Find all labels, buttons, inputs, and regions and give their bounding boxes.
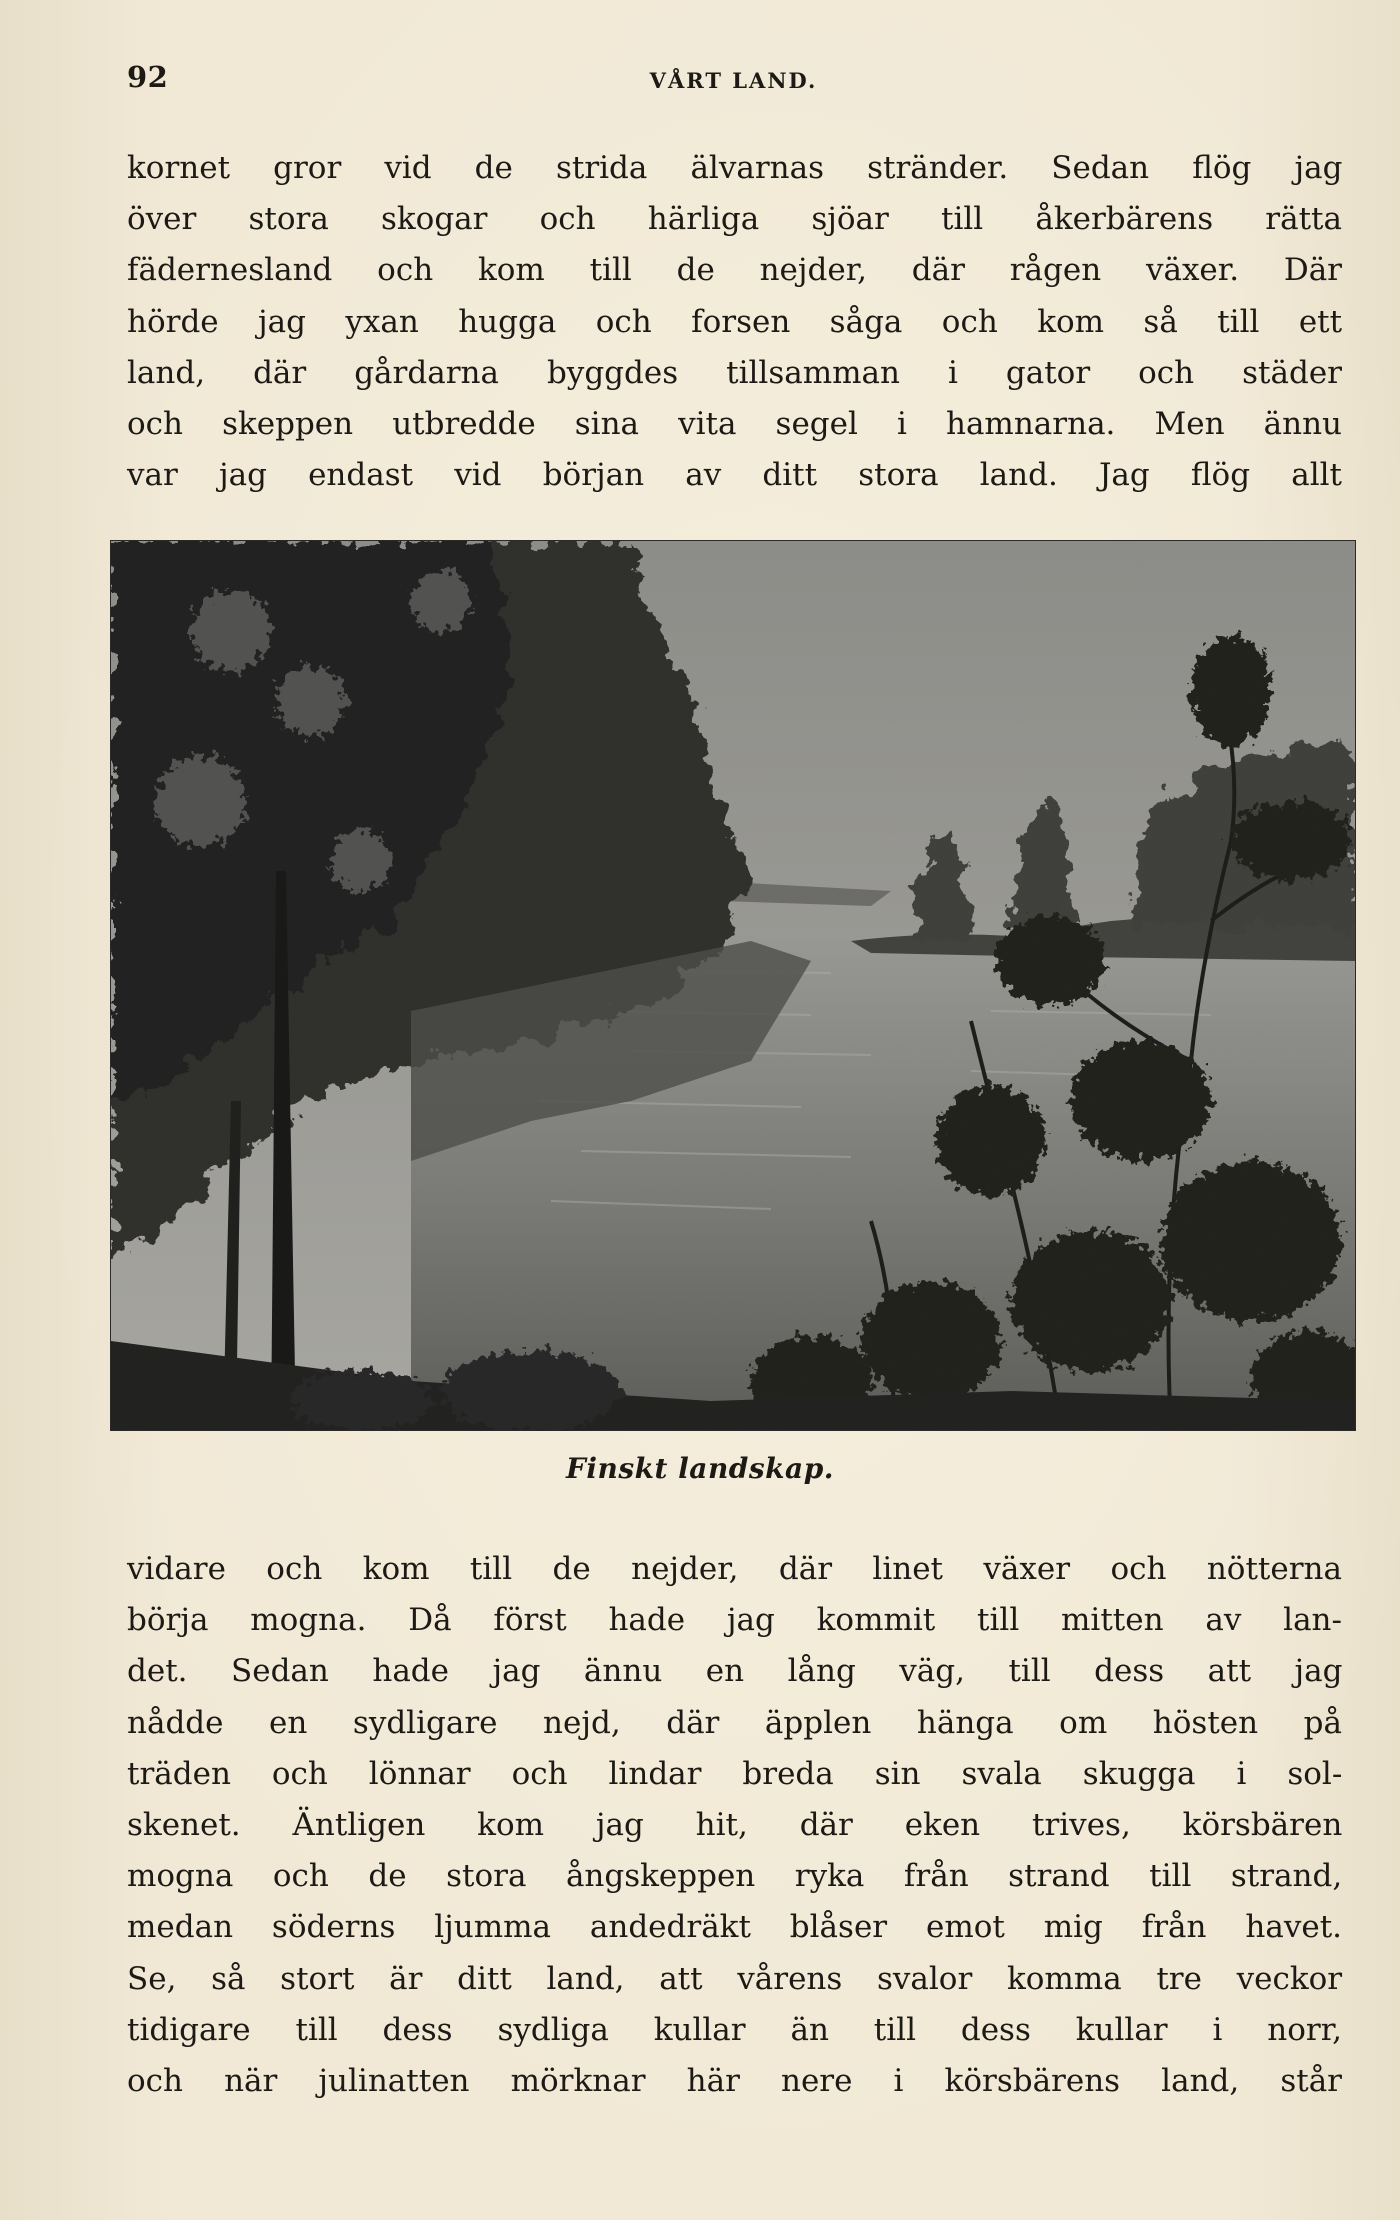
top-paragraph [127, 143, 1342, 501]
text-line: hörde jag yxan hugga och forsen såga och kom så till ett [127, 303, 1343, 340]
text-line: fädernesland och kom till de nejder, där rågen växer. Där [127, 252, 1342, 289]
text-line: vidare och kom till de nejder, där linet växer och nötterna [127, 1551, 1342, 1587]
page-number: 92 [127, 60, 169, 94]
landscape-photograph [111, 541, 1355, 1430]
text-line: skenet. Äntligen kom jag hit, där eken trives, körsbären [127, 1806, 1343, 1843]
text-line: var jag endast vid början av ditt stora land. Jag flög allt [127, 457, 1342, 494]
text-line: land, där gårdarna byggdes tillsamman i gator och städer [127, 354, 1342, 391]
page-header [127, 60, 1340, 100]
running-title: VÅRT LAND. [649, 68, 818, 93]
text-line: träden och lönnar och lindar breda sin svala skugga i sol- [127, 1755, 1343, 1792]
text-line: det. Sedan hade jag ännu en lång väg, till dess att jag [127, 1653, 1343, 1690]
text-line: över stora skogar och härliga sjöar till åkerbärens rätta [127, 201, 1342, 238]
text-line: tidigare till dess sydliga kullar än till dess kullar i norr, [127, 2011, 1342, 2048]
text-line: kornet gror vid de strida älvarnas stränder. Sedan flög jag [127, 150, 1343, 186]
lake-landscape-image [111, 541, 1355, 1430]
text-line: medan söderns ljumma andedräkt blåser emot mig från havet. [127, 1909, 1342, 1946]
text-line: mogna och de stora ångskeppen ryka från strand till strand, [127, 1858, 1343, 1895]
figure-caption: Finskt landskap. [565, 1452, 835, 1485]
text-line: börja mogna. Då först hade jag kommit till mitten av lan- [127, 1602, 1342, 1639]
text-line: Se, så stort är ditt land, att vårens svalor komma tre veckor [127, 1960, 1343, 1997]
text-line: och skeppen utbredde sina vita segel i hamnarna. Men ännu [127, 405, 1342, 442]
text-line: nådde en sydligare nejd, där äpplen hänga om hösten på [127, 1704, 1342, 1741]
bottom-paragraph [127, 1544, 1342, 2107]
text-line: och när julinatten mörknar här nere i körsbärens land, står [127, 2062, 1342, 2099]
